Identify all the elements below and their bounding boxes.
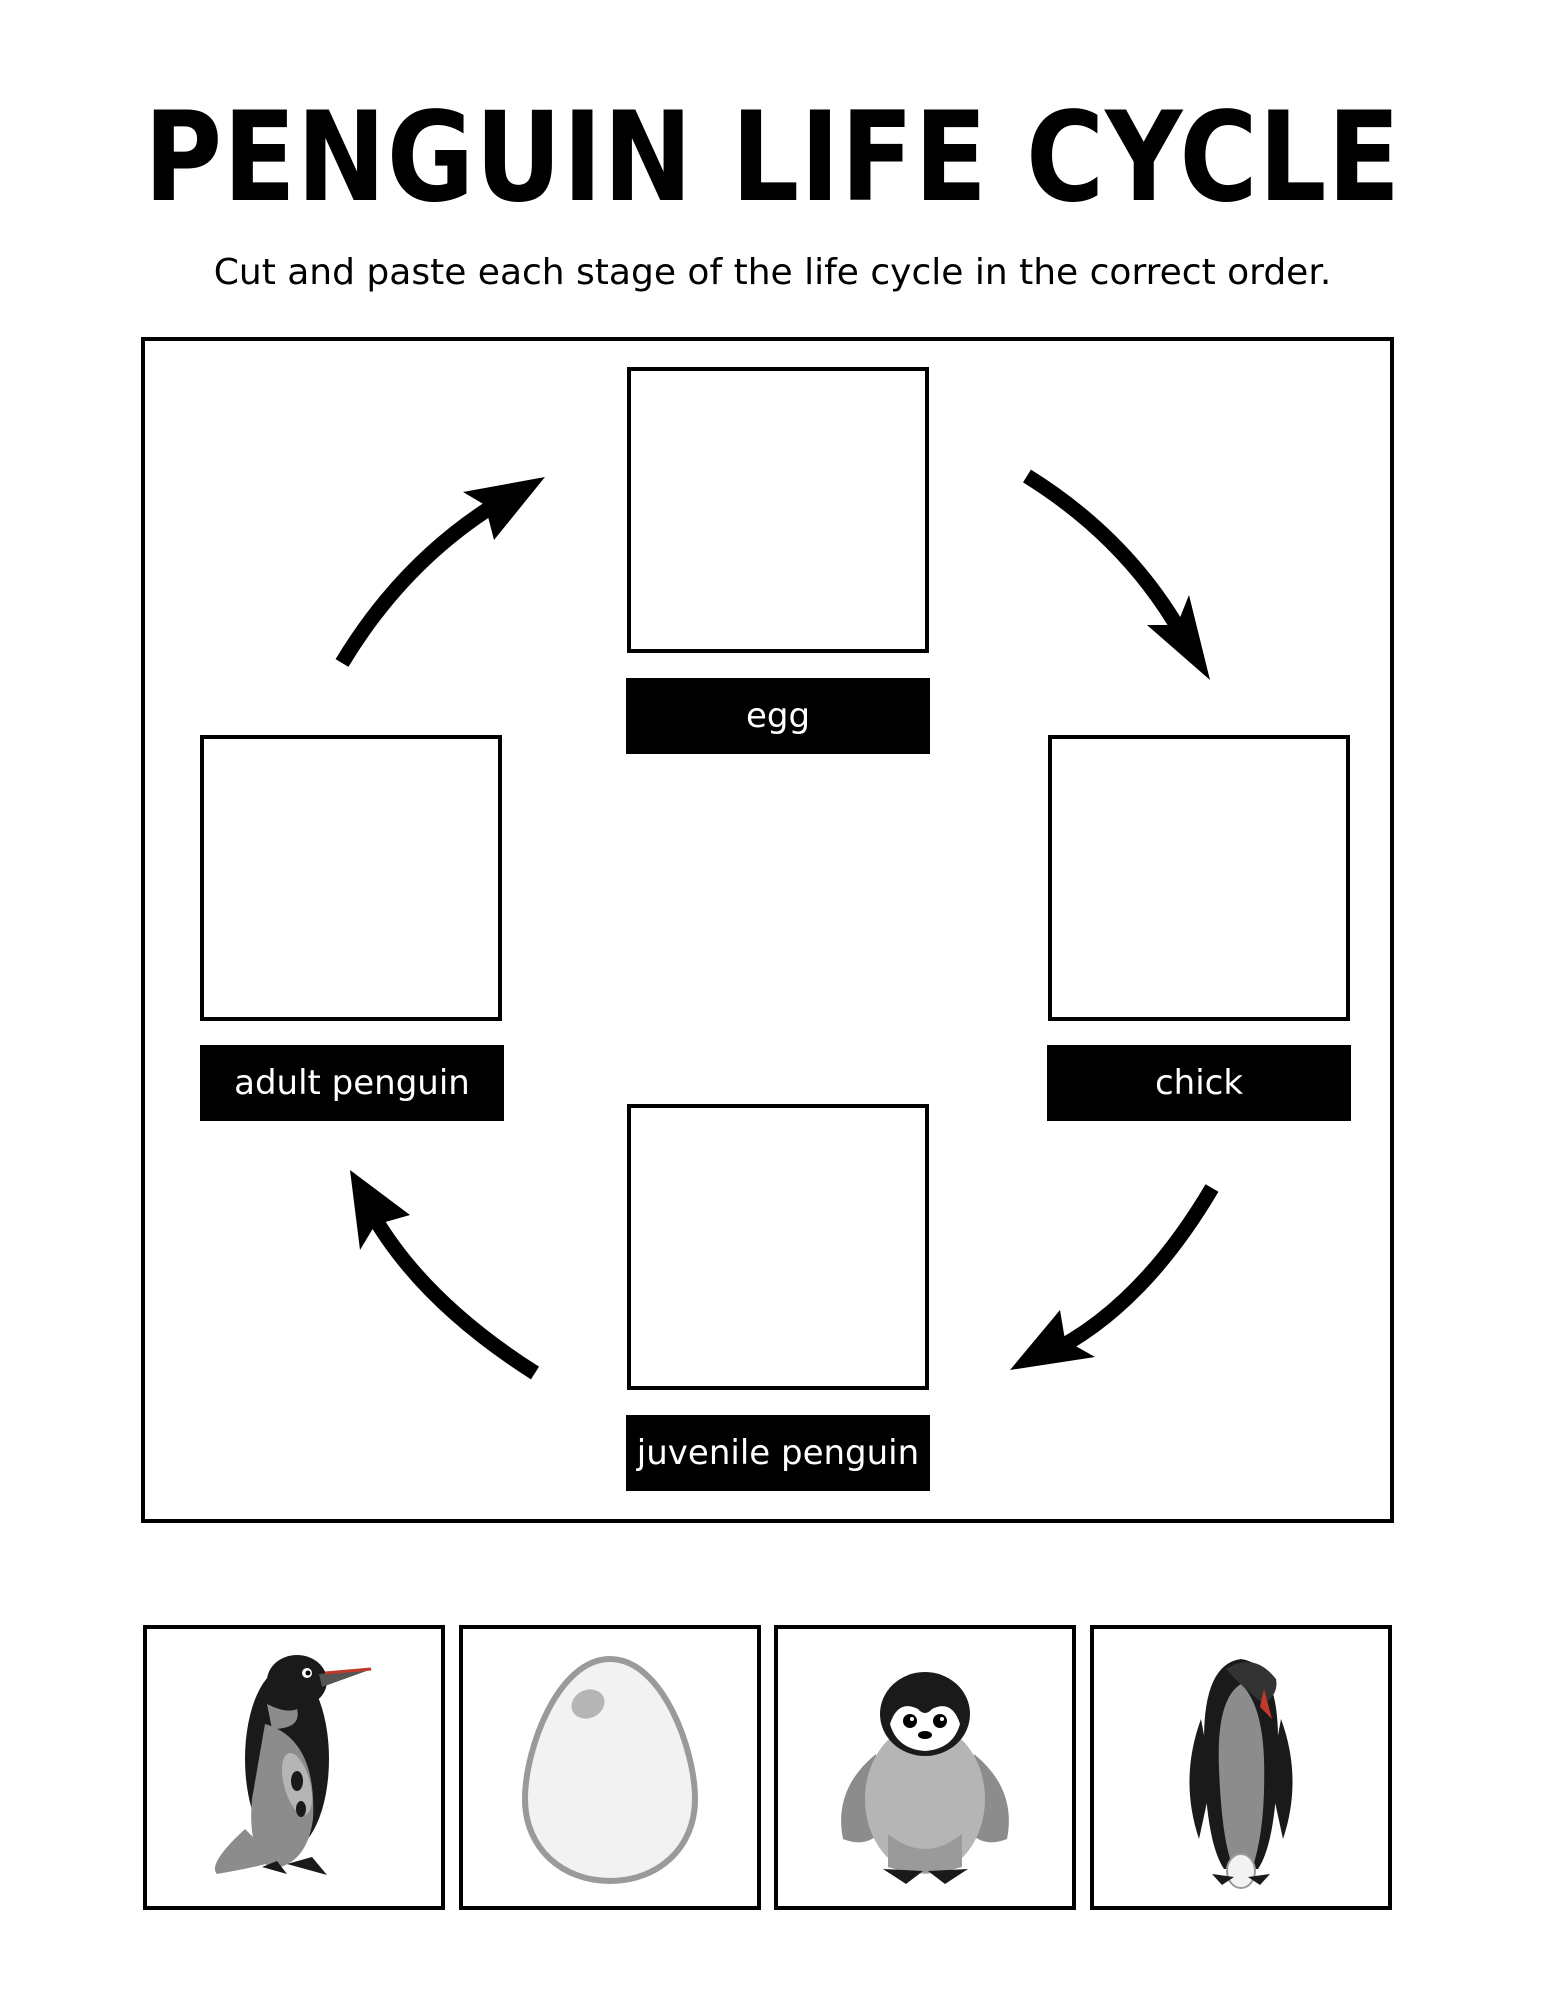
label-juvenile-penguin: juvenile penguin xyxy=(626,1415,930,1491)
adult-penguin-icon xyxy=(147,1629,441,1906)
card-egg[interactable] xyxy=(459,1625,761,1910)
instructions: Cut and paste each stage of the life cycle in the correct order. xyxy=(213,252,1332,293)
arrow-chick-to-juvenile-icon xyxy=(1045,1188,1212,1355)
egg-icon xyxy=(463,1629,757,1906)
card-chick[interactable] xyxy=(774,1625,1076,1910)
card-adult-penguin-with-egg[interactable] xyxy=(1090,1625,1392,1910)
label-egg: egg xyxy=(626,678,930,754)
card-adult-penguin[interactable] xyxy=(143,1625,445,1910)
arrowhead-egg-icon xyxy=(463,477,545,540)
page-title: PENGUIN LIFE CYCLE xyxy=(143,86,1402,230)
chick-icon xyxy=(778,1629,1072,1906)
adult-penguin-with-egg-icon xyxy=(1094,1629,1388,1906)
arrow-juvenile-to-adult-icon xyxy=(370,1210,535,1373)
label-adult-penguin: adult penguin xyxy=(200,1045,504,1121)
arrow-egg-to-chick-icon xyxy=(1027,476,1185,640)
label-chick: chick xyxy=(1047,1045,1351,1121)
